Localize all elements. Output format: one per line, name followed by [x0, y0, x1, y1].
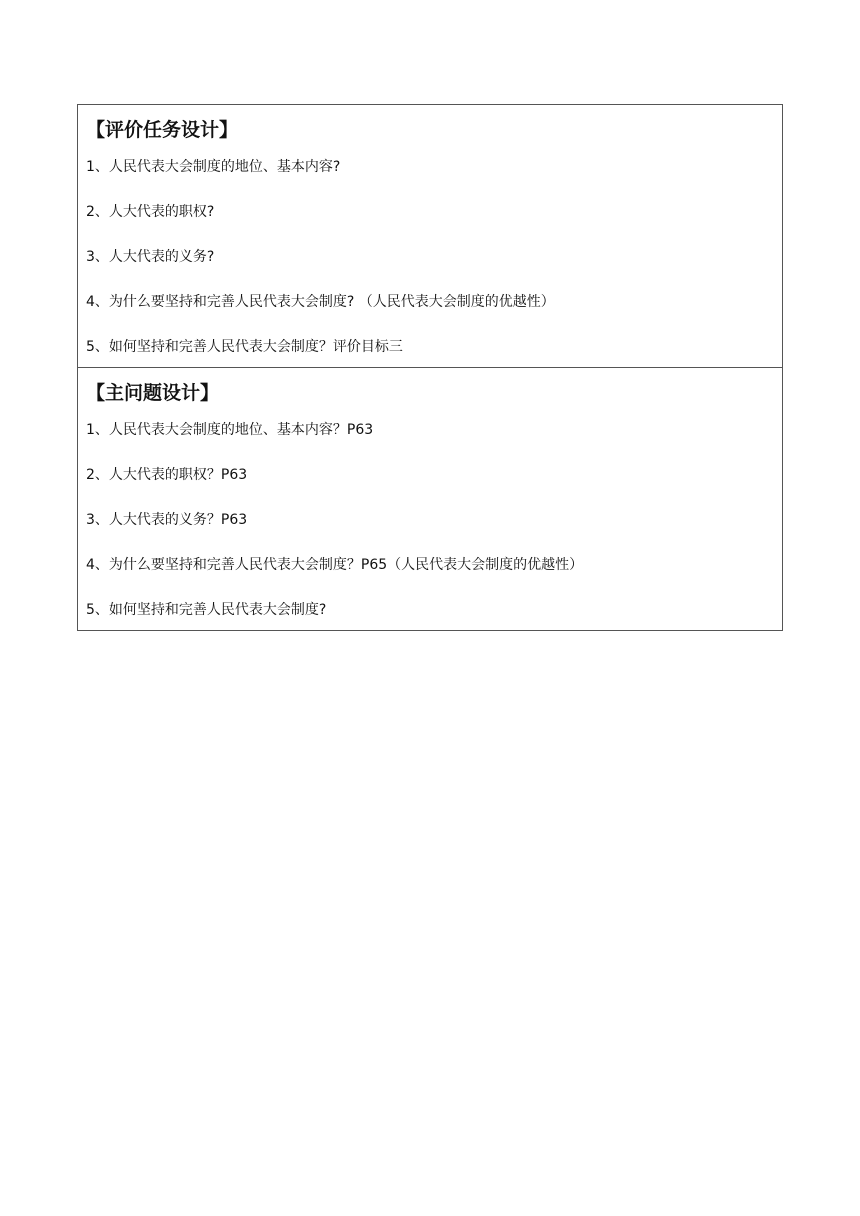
section-evaluation-task-design: [78, 105, 782, 367]
section-title: 【主问题设计】: [86, 382, 220, 404]
list-item: 3、人大代表的义务?: [86, 249, 215, 265]
section-main-question-design: [78, 367, 782, 630]
list-item: 1、人民代表大会制度的地位、基本内容？P63: [86, 422, 374, 438]
list-item: 3、人大代表的义务？P63: [86, 512, 248, 528]
list-item: 1、人民代表大会制度的地位、基本内容?: [86, 159, 341, 175]
section-title: 【评价任务设计】: [86, 119, 239, 141]
list-item: 4、为什么要坚持和完善人民代表大会制度? （人民代表大会制度的优越性）: [86, 294, 555, 310]
list-item: 2、人大代表的职权？P63: [86, 467, 248, 483]
document-table: [77, 104, 783, 631]
list-item: 2、人大代表的职权?: [86, 204, 215, 220]
list-item: 4、为什么要坚持和完善人民代表大会制度？P65（人民代表大会制度的优越性）: [86, 557, 584, 573]
list-item: 5、如何坚持和完善人民代表大会制度？评价目标三: [86, 339, 403, 355]
list-item: 5、如何坚持和完善人民代表大会制度?: [86, 602, 327, 618]
